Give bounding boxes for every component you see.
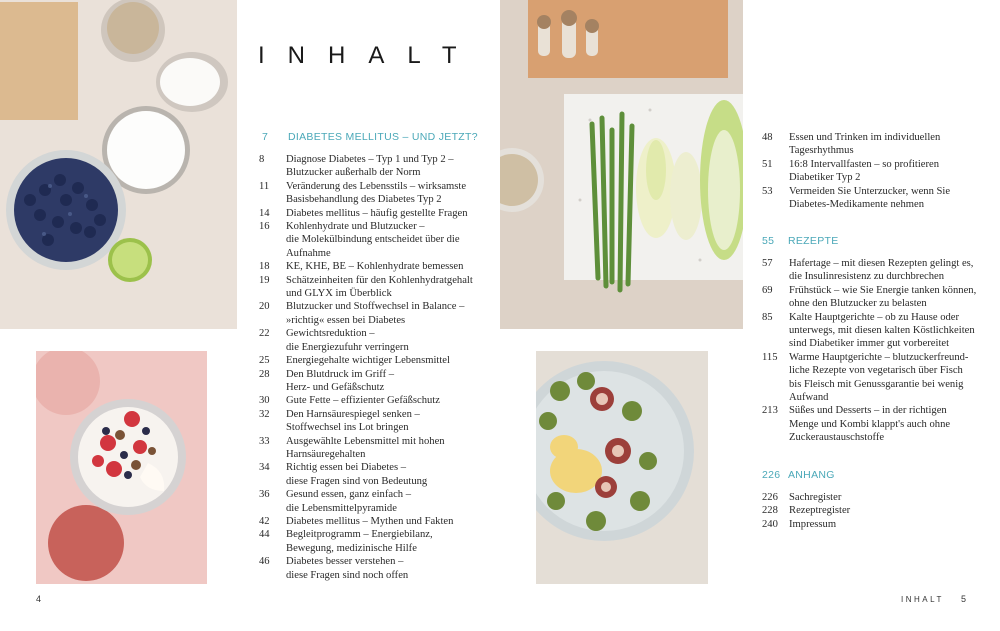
toc-entry-line: die Lebensmittelpyramide <box>286 502 397 514</box>
toc-entry-page: 25 <box>259 355 270 367</box>
toc-entry-page: 53 <box>762 185 773 197</box>
toc-entry-text <box>286 153 494 180</box>
toc-entry-line: Vermeiden Sie Unterzucker, wenn Sie <box>789 185 951 197</box>
toc-entry-line: Impressum <box>789 518 837 530</box>
toc-entry-page: 34 <box>259 462 270 474</box>
toc-entry-page: 48 <box>762 132 773 143</box>
toc-entry-line: Herz- und Gefäßschutz <box>286 381 385 393</box>
page-folio-right: 5 <box>961 594 967 604</box>
page-title: INHALT <box>258 42 480 69</box>
toc-entry-page: 32 <box>259 408 270 420</box>
toc-list-left <box>259 153 494 582</box>
toc-entry-line: bis Fleisch mit Genussgarantie bei wenig <box>789 378 964 390</box>
toc-entry-page: 42 <box>259 515 270 527</box>
toc-entry-text <box>286 488 494 515</box>
toc-entry-line: unterwegs, mit diesen kalten Köstlichkeiten <box>789 325 975 337</box>
toc-entry-line: Aufnahme <box>286 247 331 259</box>
toc-entry-line: die Energiezufuhr verringern <box>286 341 409 353</box>
toc-entry-text <box>286 368 494 395</box>
toc-entry-line: Süßes und Desserts – in der richtigen <box>789 405 947 417</box>
toc-entry-line: und GLYX im Überblick <box>286 288 392 300</box>
toc-entry-line: Sachregister <box>789 492 842 503</box>
toc-entry <box>259 180 494 207</box>
toc-entry-line: Stoffwechsel ins Lot bringen <box>286 422 409 434</box>
toc-entry <box>762 404 994 444</box>
toc-entry-line: diese Fragen sind noch offen <box>286 569 409 581</box>
toc-entry-line: Richtig essen bei Diabetes – <box>286 462 407 474</box>
toc-entry-page: 44 <box>259 529 270 541</box>
toc-entry-line: Aufwand <box>789 392 829 404</box>
toc-entry <box>259 394 494 407</box>
toc-entry-line: Frühstück – wie Sie Energie tanken können, <box>789 284 977 296</box>
toc-entry-page: 115 <box>762 351 778 363</box>
toc-entry-text <box>286 354 494 367</box>
toc-entry <box>259 207 494 220</box>
right-page <box>500 0 1000 631</box>
toc-entry-line: 16:8 Intervallfasten – so profitieren <box>789 158 940 170</box>
toc-entry <box>259 515 494 528</box>
toc-entry <box>259 260 494 273</box>
toc-entry-text <box>789 504 994 517</box>
photo-vegetables <box>500 0 743 329</box>
toc-entry-line: Blutzucker und Stoffwechsel in Balance – <box>286 301 465 313</box>
toc-entry-line: Hafertage – mit diesen Rezepten gelingt es, <box>789 258 974 269</box>
toc-entry-page: 46 <box>259 556 270 568</box>
toc-entry-line: Tagesrhythmus <box>789 145 854 157</box>
toc-entry-line: Gewichtsreduktion – <box>286 328 375 340</box>
toc-entry-line: Gesund essen, ganz einfach – <box>286 489 412 501</box>
toc-entry <box>762 491 994 504</box>
section-page-number: 55 <box>762 235 775 247</box>
toc-entry-text <box>789 491 994 504</box>
toc-entry <box>259 408 494 435</box>
toc-entry-text <box>789 284 994 311</box>
toc-entry <box>259 488 494 515</box>
toc-entry-line: Begleitprogramm – Energiebilanz, <box>286 529 433 541</box>
section-title: REZEPTE <box>788 235 839 247</box>
toc-entry <box>259 300 494 327</box>
toc-entry-page: 213 <box>762 405 778 417</box>
toc-entry-page: 14 <box>259 207 270 219</box>
section-heading-diabetes <box>262 131 478 143</box>
toc-entry-text <box>286 300 494 327</box>
toc-entry-line: Energiegehalte wichtiger Lebensmittel <box>286 355 450 367</box>
toc-entry <box>762 131 994 158</box>
toc-entry-text <box>286 528 494 555</box>
photo-ingredients <box>0 0 237 329</box>
toc-entry-text <box>789 158 994 185</box>
toc-entry-line: Rezeptregister <box>789 505 851 517</box>
toc-entry-text <box>286 461 494 488</box>
toc-entry-line: Diabetes besser verstehen – <box>286 556 404 568</box>
toc-entry-line: diese Fragen sind von Bedeutung <box>286 475 428 487</box>
toc-entry <box>259 368 494 395</box>
toc-entry-page: 18 <box>259 261 270 273</box>
toc-entry-page: 33 <box>259 435 270 447</box>
toc-entry-line: »richtig« essen bei Diabetes <box>286 314 406 326</box>
toc-entry <box>259 354 494 367</box>
toc-entry-text <box>789 311 994 351</box>
toc-entry <box>762 311 994 351</box>
toc-entry-line: die Molekülbindung entscheidet über die <box>286 234 460 246</box>
toc-entry-line: Essen und Trinken im individuellen <box>789 132 941 143</box>
toc-entry-page: 20 <box>259 301 270 313</box>
toc-entry-text <box>789 131 994 158</box>
toc-entry-page: 30 <box>259 395 270 407</box>
toc-entry <box>762 158 994 185</box>
toc-entry-page: 22 <box>259 328 270 340</box>
toc-entry <box>762 518 994 531</box>
toc-entry-page: 240 <box>762 518 778 530</box>
toc-entry-line: Ausgewählte Lebensmittel mit hohen <box>286 435 445 447</box>
toc-entry-line: Diabetes mellitus – häufig gestellte Fragen <box>286 207 468 219</box>
toc-entry-line: Den Harnsäurespiegel senken – <box>286 408 420 420</box>
toc-entry-page: 19 <box>259 274 270 286</box>
toc-entry-text <box>286 274 494 301</box>
toc-entry-text <box>286 408 494 435</box>
toc-entry-page: 36 <box>259 489 270 501</box>
toc-entry-page: 11 <box>259 180 270 192</box>
toc-entry-text <box>286 435 494 462</box>
section-title: ANHANG <box>788 469 835 481</box>
toc-entry <box>259 528 494 555</box>
toc-entry <box>259 461 494 488</box>
toc-entry-page: 226 <box>762 492 778 503</box>
toc-entry-page: 69 <box>762 284 773 296</box>
toc-entry-text <box>286 515 494 528</box>
toc-entry-line: Den Blutdruck im Griff – <box>286 368 395 380</box>
toc-entry-text <box>789 185 994 212</box>
toc-entry-line: Diagnose Diabetes – Typ 1 und Typ 2 – <box>286 154 454 165</box>
toc-entry-page: 228 <box>762 505 778 517</box>
toc-entry <box>259 274 494 301</box>
toc-entry-line: Bewegung, medizinische Hilfe <box>286 542 417 554</box>
section-page-number: 226 <box>762 469 781 481</box>
photo-plate <box>536 351 708 584</box>
toc-entry-page: 28 <box>259 368 270 380</box>
toc-entry-page: 51 <box>762 158 773 170</box>
toc-entry-line: KE, KHE, BE – Kohlenhydrate bemessen <box>286 261 464 273</box>
toc-entry-line: Harnsäuregehalten <box>286 448 366 460</box>
section-heading-appendix <box>762 469 835 481</box>
toc-entry-line: Gute Fette – effizienter Gefäßschutz <box>286 395 440 407</box>
toc-entry-line: Diabetes-Medikamente nehmen <box>789 199 925 211</box>
toc-entry <box>259 327 494 354</box>
toc-entry-page: 57 <box>762 258 773 269</box>
section-page-number: 7 <box>262 131 269 143</box>
toc-entry-page: 16 <box>259 221 270 233</box>
toc-entry-line: Basisbehandlung des Diabetes Typ 2 <box>286 194 442 206</box>
toc-entry <box>762 351 994 405</box>
toc-entry-line: Blutzucker außerhalb der Norm <box>286 167 421 179</box>
toc-entry-text <box>789 404 994 444</box>
toc-list-recipes <box>762 257 994 445</box>
toc-entry-text <box>286 327 494 354</box>
toc-entry-text <box>789 351 994 405</box>
toc-entry-line: Kohlenhydrate und Blutzucker – <box>286 221 425 233</box>
toc-entry <box>762 504 994 517</box>
toc-entry-page: 85 <box>762 311 773 323</box>
toc-entry <box>259 220 494 260</box>
running-head: INHALT <box>901 595 944 604</box>
toc-entry-line: liche Rezepte von vegetarisch über Fisch <box>789 365 963 377</box>
toc-entry <box>762 185 994 212</box>
toc-entry-line: Menge und Kombi klappt's auch ohne <box>789 418 951 430</box>
toc-entry-line: ohne den Blutzucker zu belasten <box>789 298 927 310</box>
toc-entry <box>259 435 494 462</box>
toc-entry <box>259 153 494 180</box>
toc-entry-text <box>789 257 994 284</box>
toc-entry-line: Zuckeraustauschstoffe <box>789 432 885 444</box>
toc-entry-line: Kalte Hauptgerichte – ob zu Hause oder <box>789 311 960 323</box>
toc-entry <box>762 284 994 311</box>
toc-entry-line: Diabetes mellitus – Mythen und Fakten <box>286 515 454 527</box>
toc-entry-text <box>286 394 494 407</box>
toc-entry-text <box>286 207 494 220</box>
toc-entry-line: Schätzeinheiten für den Kohlenhydratgehalt <box>286 274 473 286</box>
section-title: DIABETES MELLITUS – UND JETZT? <box>288 131 478 143</box>
photo-berry-bowl <box>36 351 207 584</box>
toc-entry-line: Warme Hauptgerichte – blutzuckerfreund- <box>789 351 969 363</box>
toc-entry-line: sind Diabetiker immer gut vorbereitet <box>789 338 950 350</box>
toc-entry-text <box>286 180 494 207</box>
toc-entry-text <box>286 220 494 260</box>
section-heading-recipes <box>762 235 839 247</box>
toc-entry <box>762 257 994 284</box>
toc-entry-line: Diabetiker Typ 2 <box>789 172 861 184</box>
toc-entry <box>259 555 494 582</box>
page-folio-left: 4 <box>36 594 42 604</box>
toc-entry-page: 8 <box>259 154 265 165</box>
toc-entry-line: die Insulinresistenz zu durchbrechen <box>789 271 945 283</box>
toc-entry-text <box>789 518 994 531</box>
toc-entry-text <box>286 555 494 582</box>
toc-list-appendix <box>762 491 994 531</box>
toc-entry-line: Veränderung des Lebensstils – wirksamste <box>286 180 467 192</box>
toc-list-right-top <box>762 131 994 211</box>
toc-entry-text <box>286 260 494 273</box>
